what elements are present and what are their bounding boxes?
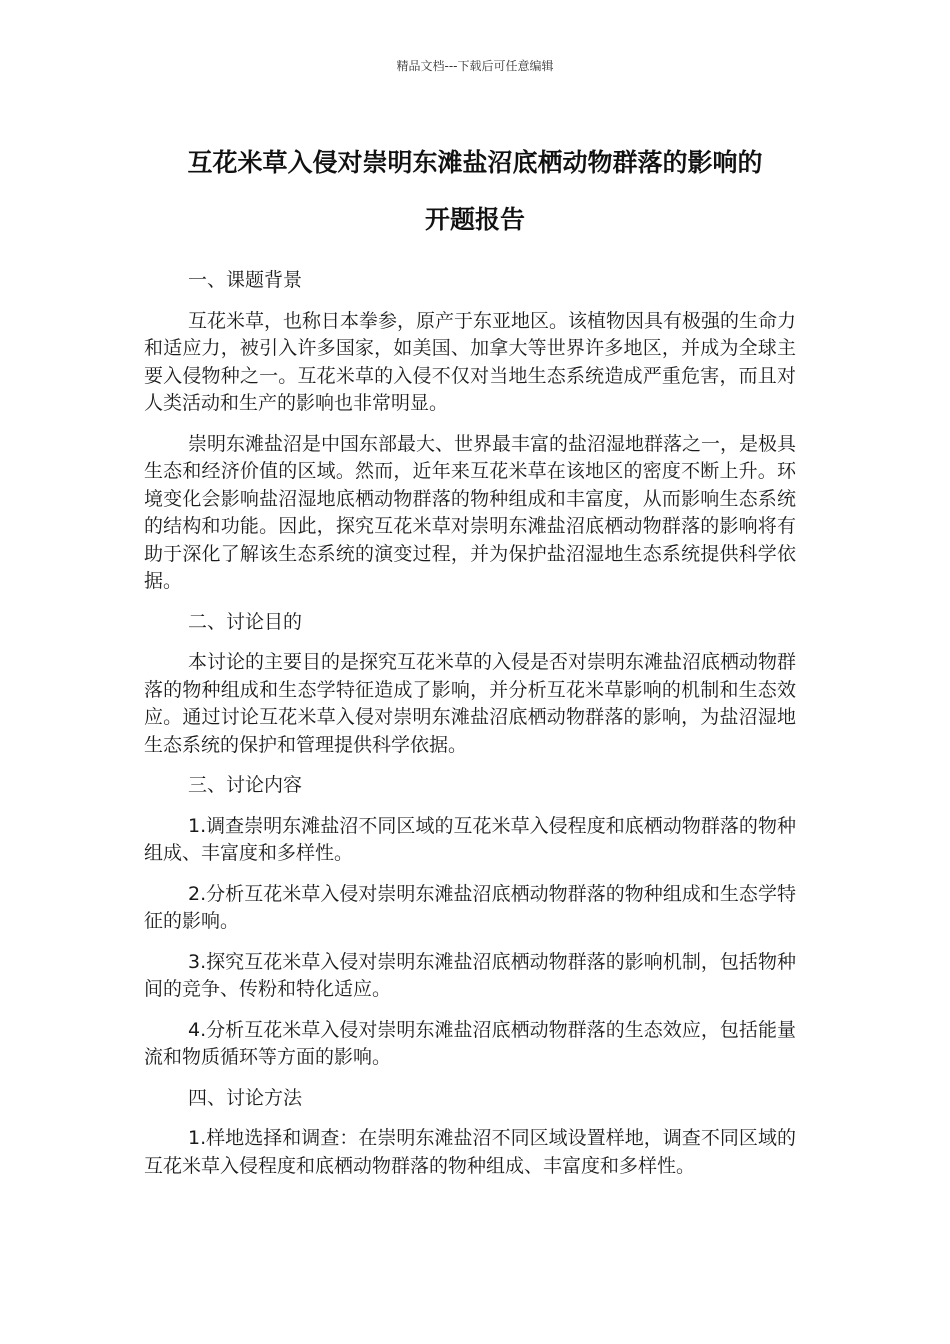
title-line-1: 互花米草入侵对崇明东滩盐沼底栖动物群落的影响的 (187, 148, 763, 177)
document-body (144, 267, 796, 1193)
section-heading-purpose: 二、讨论目的 (188, 610, 303, 633)
methods-item-1: 1.样地选择和调查：在崇明东滩盐沼不同区域设置样地，调查不同区域的互花米草入侵程度和底栖动物群落的物种组成、丰富度和多样性。 (144, 1127, 796, 1177)
section-heading-methods: 四、讨论方法 (188, 1086, 303, 1109)
background-paragraph-2: 崇明东滩盐沼是中国东部最大、世界最丰富的盐沼湿地群落之一，是极具生态和经济价值的区域。然而，近年来互花米草在该地区的密度不断上升。环境变化会影响盐沼湿地底栖动物群落的物种组成和丰富度，从而影响生态系统的结构和功能。因此，探究互花米草对崇明东滩盐沼底栖动物群落的影响将有助于深化了解该生态系统的演变过程，并为保护盐沼湿地生态系统提供科学依据。 (144, 432, 797, 592)
content-item-1: 1.调查崇明东滩盐沼不同区域的互花米草入侵程度和底栖动物群落的物种组成、丰富度和多样性。 (144, 814, 796, 864)
background-paragraph-1: 互花米草，也称日本拳参，原产于东亚地区。该植物因具有极强的生命力和适应力，被引入许多国家，如美国、加拿大等世界许多地区，并成为全球主要入侵物种之一。互花米草的入侵不仅对当地生态系统造成严重危害，而且对人类活动和生产的影响也非常明显。 (144, 309, 797, 414)
section-heading-content: 三、讨论内容 (188, 774, 303, 796)
content-item-3: 3.探究互花米草入侵对崇明东滩盐沼底栖动物群落的影响机制，包括物种间的竞争、传粉和特化适应。 (144, 950, 796, 1000)
section-heading-background: 一、课题背景 (188, 269, 303, 291)
content-item-4: 4.分析互花米草入侵对崇明东滩盐沼底栖动物群落的生态效应，包括能量流和物质循环等方面的影响。 (144, 1018, 796, 1068)
page-header: 精品文档---下载后可任意编辑 (396, 59, 554, 73)
document-title (130, 134, 820, 248)
purpose-paragraph: 本讨论的主要目的是探究互花米草的入侵是否对崇明东滩盐沼底栖动物群落的物种组成和生态学特征造成了影响，并分析互花米草影响的机制和生态效应。通过讨论互花米草入侵对崇明东滩盐沼底栖动物群落的影响，为盐沼湿地生态系统的保护和管理提供科学依据。 (144, 651, 797, 756)
title-line-2: 开题报告 (424, 205, 525, 234)
content-item-2: 2.分析互花米草入侵对崇明东滩盐沼底栖动物群落的物种组成和生态学特征的影响。 (144, 882, 796, 932)
